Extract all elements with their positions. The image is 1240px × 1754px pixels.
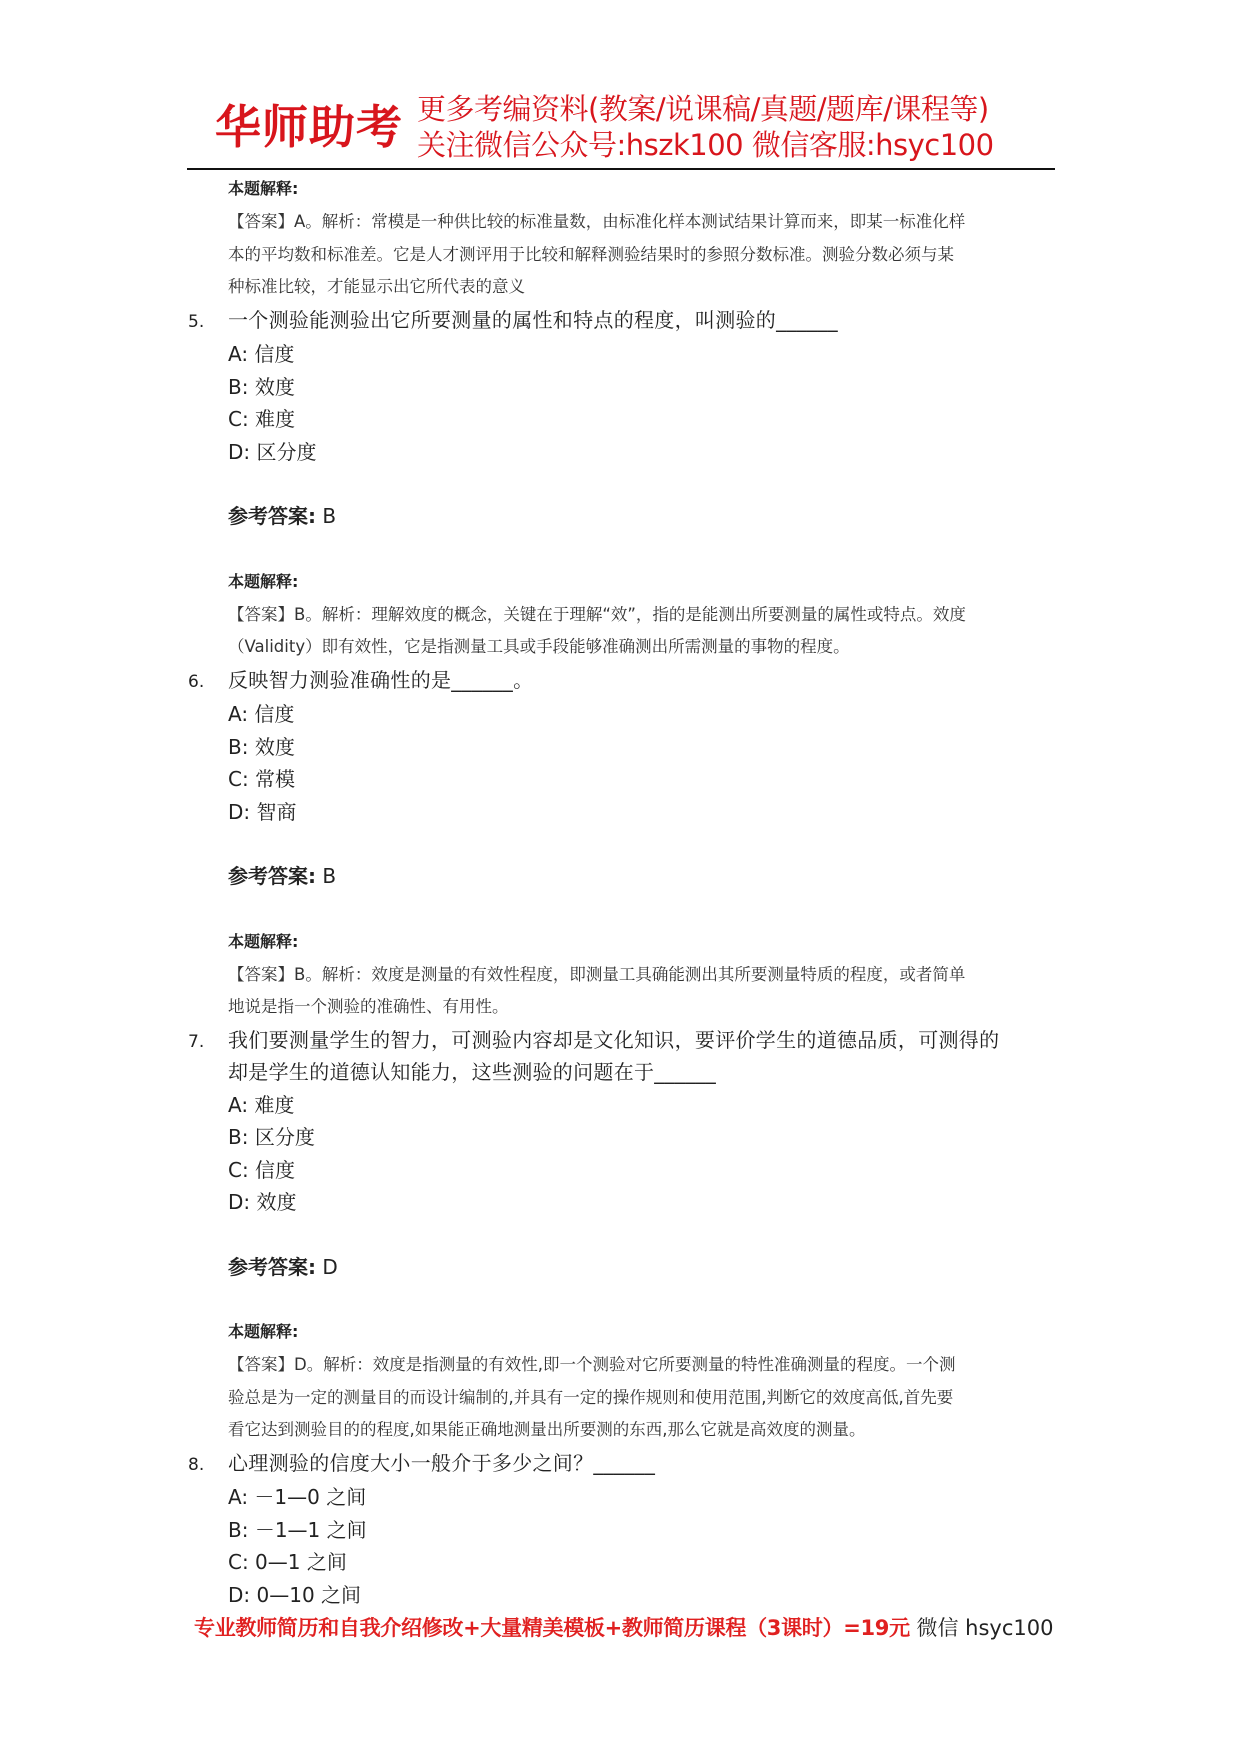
reference-answer — [228, 500, 1056, 533]
option-c: C: 信度 — [228, 1157, 296, 1182]
option-a: A: 难度 — [228, 1092, 295, 1117]
question-number: 7. — [188, 1031, 205, 1052]
option-a: A: －1—0 之间 — [228, 1485, 367, 1509]
option-d: D: 效度 — [228, 1190, 297, 1214]
reference-answer-label: 参考答案: — [228, 1254, 316, 1279]
option-b: B: 效度 — [228, 734, 295, 759]
spacer — [188, 468, 1056, 500]
reference-answer-value: B — [316, 864, 337, 888]
question-7 — [188, 1024, 1056, 1089]
header-banner — [215, 88, 1035, 166]
explanation-line: 看它达到测验目的的程度,如果能正确地测量出所要测的东西,那么它就是高效度的测量。 — [228, 1420, 866, 1439]
explanation-line: （Validity）即有效性，它是指测量工具或手段能够准确测出所需测量的事物的程度。 — [228, 637, 850, 656]
option-b: B: －1—1 之间 — [228, 1517, 367, 1542]
spacer — [188, 828, 1056, 860]
option-d: D: 区分度 — [228, 439, 317, 464]
explanation-title: 本题解释: — [228, 179, 299, 198]
explanation-line: 【答案】A。解析：常模是一种供比较的标准量数，由标准化样本测试结果计算而来，即某一标准化样 — [228, 212, 966, 231]
explanation-line: 验总是为一定的测量目的而设计编制的,并具有一定的操作规则和使用范围,判断它的效度高低,首先要 — [228, 1387, 954, 1407]
reference-answer — [228, 860, 1056, 893]
question-number: 5. — [188, 311, 205, 332]
banner-line-1: 更多考编资料(教案/说课稿/真题/题库/课程等) — [417, 92, 989, 126]
question-5 — [188, 304, 1056, 339]
explanation-line: 地说是指一个测验的准确性、有用性。 — [228, 997, 509, 1016]
explanation-text — [228, 599, 1056, 664]
document-body — [188, 172, 1056, 1611]
question-text — [228, 664, 1056, 699]
option-a: A: 信度 — [228, 342, 295, 366]
reference-answer-label: 参考答案: — [228, 864, 316, 888]
explanation-line: 【答案】D。解析：效度是指测量的有效性,即一个测验对它所要测量的特性准确测量的程度。一个测 — [228, 1355, 956, 1374]
question-text-line: 却是学生的道德认知能力，这些测验的问题在于______ — [228, 1060, 717, 1084]
question-number: 8. — [188, 1454, 205, 1475]
option-d: D: 智商 — [228, 799, 297, 824]
reference-answer-value: D — [316, 1254, 338, 1279]
question-text — [228, 1024, 1056, 1089]
footer-contact: 微信 hsyc100 — [909, 1616, 1054, 1640]
explanation-line: 【答案】B。解析：理解效度的概念，关键在于理解“效”，指的是能测出所要测量的属性或特点。效度 — [228, 604, 966, 624]
question-number: 6. — [188, 671, 205, 692]
question-text-line: 反映智力测验准确性的是______。 — [228, 667, 534, 692]
explanation-line: 【答案】B。解析：效度是测量的有效性程度，即测量工具确能测出其所要测量特质的程度，或者简单 — [228, 964, 966, 984]
explanation-text — [228, 959, 1056, 1024]
explanation-title: 本题解释: — [228, 931, 299, 951]
option-b: B: 区分度 — [228, 1125, 315, 1149]
option-c: C: 0—1 之间 — [228, 1550, 347, 1574]
question-text-line: 一个测验能测验出它所要测量的属性和特点的程度，叫测验的______ — [228, 307, 838, 332]
explanation-title: 本题解释: — [228, 571, 299, 591]
banner-text — [417, 91, 994, 163]
explanation-line: 种标准比较，才能显示出它所代表的意义 — [228, 277, 525, 296]
option-d: D: 0—10 之间 — [228, 1582, 362, 1607]
reference-answer-value: B — [316, 504, 337, 528]
option-c: C: 常模 — [228, 767, 296, 791]
spacer — [188, 893, 1056, 925]
question-text — [228, 1447, 1056, 1482]
question-6 — [188, 664, 1056, 699]
spacer — [188, 1219, 1056, 1251]
explanation-title: 本题解释: — [228, 1322, 299, 1341]
spacer — [188, 533, 1056, 565]
question-text-line: 我们要测量学生的智力，可测验内容却是文化知识，要评价学生的道德品质，可测得的 — [228, 1027, 1000, 1052]
explanation-line: 本的平均数和标准差。它是人才测评用于比较和解释测验结果时的参照分数标准。测验分数必须与某 — [228, 244, 954, 264]
explanation-text — [228, 206, 1056, 304]
option-a: A: 信度 — [228, 702, 295, 726]
option-c: C: 难度 — [228, 407, 296, 431]
header-divider — [187, 168, 1055, 170]
banner-line-2: 关注微信公众号:hszk100 微信客服:hsyc100 — [417, 128, 994, 162]
explanation-text — [228, 1349, 1056, 1447]
reference-answer — [228, 1251, 1056, 1284]
option-b: B: 效度 — [228, 374, 295, 399]
brand-logo-text: 华师助考 — [215, 100, 403, 154]
reference-answer-label: 参考答案: — [228, 504, 316, 528]
footer-promo-text: 专业教师简历和自我介绍修改+大量精美模板+教师简历课程（3课时）=19元 — [194, 1616, 910, 1640]
question-text-line: 心理测验的信度大小一般介于多少之间？______ — [228, 1450, 656, 1475]
question-text — [228, 304, 1056, 339]
spacer — [188, 1283, 1056, 1315]
question-8 — [188, 1447, 1056, 1482]
footer-promo — [194, 1614, 1054, 1642]
